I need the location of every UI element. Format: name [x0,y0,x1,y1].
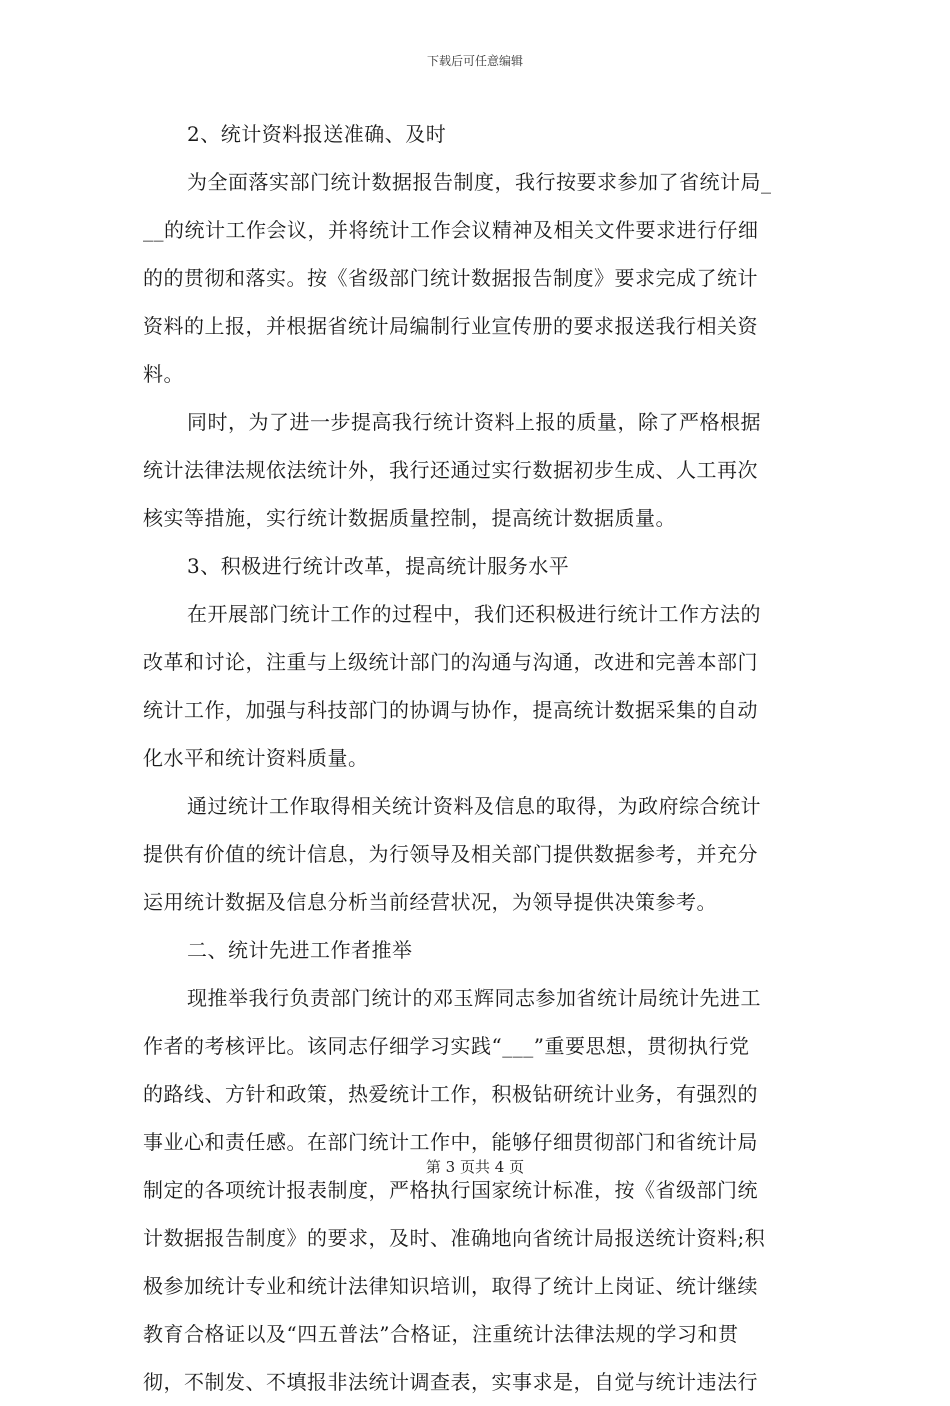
paragraph-line: 料。 [143,362,184,386]
paragraph-line: 的的贯彻和落实。按《省级部门统计数据报告制度》要求完成了统计 [143,266,758,290]
section-heading: 3、积极进行统计改革，提高统计服务水平 [187,554,570,578]
paragraph-line: 提供有价值的统计信息，为行领导及相关部门提供数据参考，并充分 [143,842,758,866]
page-footer: 第 3 页共 4 页 [425,1158,525,1176]
section-heading: 二、统计先进工作者推举 [187,938,413,962]
paragraph-line: 通过统计工作取得相关统计资料及信息的取得，为政府综合统计 [187,794,761,818]
paragraph-line: 现推举我行负责部门统计的邓玉辉同志参加省统计局统计先进工 [187,986,761,1010]
paragraph-line: 同时，为了进一步提高我行统计资料上报的质量，除了严格根据 [187,410,761,434]
paragraph-line: 彻，不制发、不填报非法统计调查表，实事求是，自觉与统计违法行 [143,1370,758,1394]
paragraph-line: 核实等措施，实行统计数据质量控制，提高统计数据质量。 [143,506,676,530]
page-header: 下载后可任意编辑 [426,54,523,68]
paragraph-line: 事业心和责任感。在部门统计工作中，能够仔细贯彻部门和省统计局 [143,1130,758,1154]
section-heading: 2、统计资料报送准确、及时 [187,122,447,146]
paragraph-line: 化水平和统计资料质量。 [143,746,369,770]
paragraph-line: 制定的各项统计报表制度，严格执行国家统计标准，按《省级部门统 [143,1178,758,1202]
paragraph-line: 教育合格证以及“四五普法”合格证，注重统计法律法规的学习和贯 [143,1322,739,1346]
paragraph-line: 的路线、方针和政策，热爱统计工作，积极钻研统计业务，有强烈的 [143,1082,758,1106]
paragraph-line: 为全面落实部门统计数据报告制度，我行按要求参加了省统计局_ [187,170,772,194]
paragraph-line: 运用统计数据及信息分析当前经营状况，为领导提供决策参考。 [143,890,717,914]
paragraph-line: 改革和讨论，注重与上级统计部门的沟通与沟通，改进和完善本部门 [143,650,758,674]
paragraph-line: 极参加统计专业和统计法律知识培训，取得了统计上岗证、统计继续 [143,1274,758,1298]
paragraph-line: __的统计工作会议，并将统计工作会议精神及相关文件要求进行仔细 [143,218,759,242]
paragraph-line: 在开展部门统计工作的过程中，我们还积极进行统计工作方法的 [187,602,761,626]
document-body [143,110,809,1406]
paragraph-line: 统计法律法规依法统计外，我行还通过实行数据初步生成、人工再次 [143,458,758,482]
paragraph-line: 作者的考核评比。该同志仔细学习实践“___”重要思想，贯彻执行党 [143,1034,750,1058]
paragraph-line: 统计工作，加强与科技部门的协调与协作，提高统计数据采集的自动 [143,698,758,722]
paragraph-line: 资料的上报，并根据省统计局编制行业宣传册的要求报送我行相关资 [143,314,758,338]
paragraph-line: 计数据报告制度》的要求，及时、准确地向省统计局报送统计资料;积 [143,1226,766,1250]
